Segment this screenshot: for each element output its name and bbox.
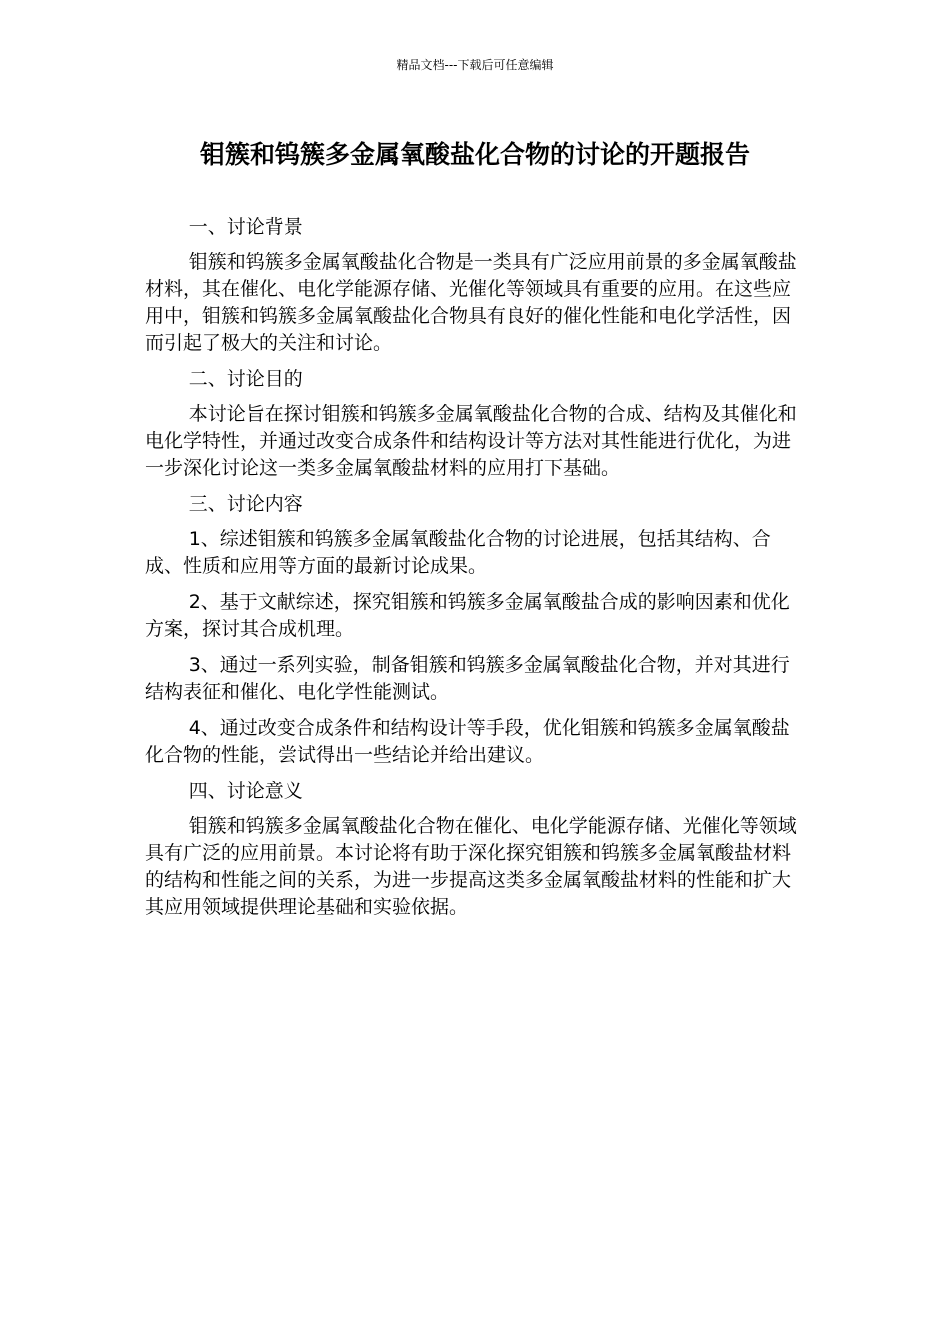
section-heading-background: 一、讨论背景 [188,216,303,238]
paragraph-content-item-1: 1、综述钼簇和钨簇多金属氧酸盐化合物的讨论进展，包括其结构、合成、性质和应用等方面的最新讨论成果。 [145,528,771,577]
document-title: 钼簇和钨簇多金属氧酸盐化合物的讨论的开题报告 [199,140,750,169]
paragraph-significance: 钼簇和钨簇多金属氧酸盐化合物在催化、电化学能源存储、光催化等领域具有广泛的应用前景。本讨论将有助于深化探究钼簇和钨簇多金属氧酸盐材料的结构和性能之间的关系，为进一步提高这类多金属氧酸盐材料的性能和扩大其应用领域提供理论基础和实验依据。 [145,815,797,918]
section-heading-purpose: 二、讨论目的 [188,368,303,390]
header-note: 精品文档---下载后可任意编辑 [396,58,554,72]
section-heading-significance: 四、讨论意义 [188,780,303,802]
document-body [145,214,807,930]
section-heading-content: 三、讨论内容 [188,493,303,515]
paragraph-content-item-4: 4、通过改变合成条件和结构设计等手段，优化钼簇和钨簇多金属氧酸盐化合物的性能，尝试得出一些结论并给出建议。 [145,717,790,766]
paragraph-content-item-2: 2、基于文献综述，探究钼簇和钨簇多金属氧酸盐合成的影响因素和优化方案，探讨其合成机理。 [145,591,790,640]
paragraph-content-item-3: 3、通过一系列实验，制备钼簇和钨簇多金属氧酸盐化合物，并对其进行结构表征和催化、电化学性能测试。 [145,654,790,703]
paragraph-purpose: 本讨论旨在探讨钼簇和钨簇多金属氧酸盐化合物的合成、结构及其催化和电化学特性，并通过改变合成条件和结构设计等方法对其性能进行优化，为进一步深化讨论这一类多金属氧酸盐材料的应用打下基础。 [145,403,797,479]
paragraph-background: 钼簇和钨簇多金属氧酸盐化合物是一类具有广泛应用前景的多金属氧酸盐材料，其在催化、电化学能源存储、光催化等领域具有重要的应用。在这些应用中，钼簇和钨簇多金属氧酸盐化合物具有良好的催化性能和电化学活性，因而引起了极大的关注和讨论。 [145,251,797,354]
